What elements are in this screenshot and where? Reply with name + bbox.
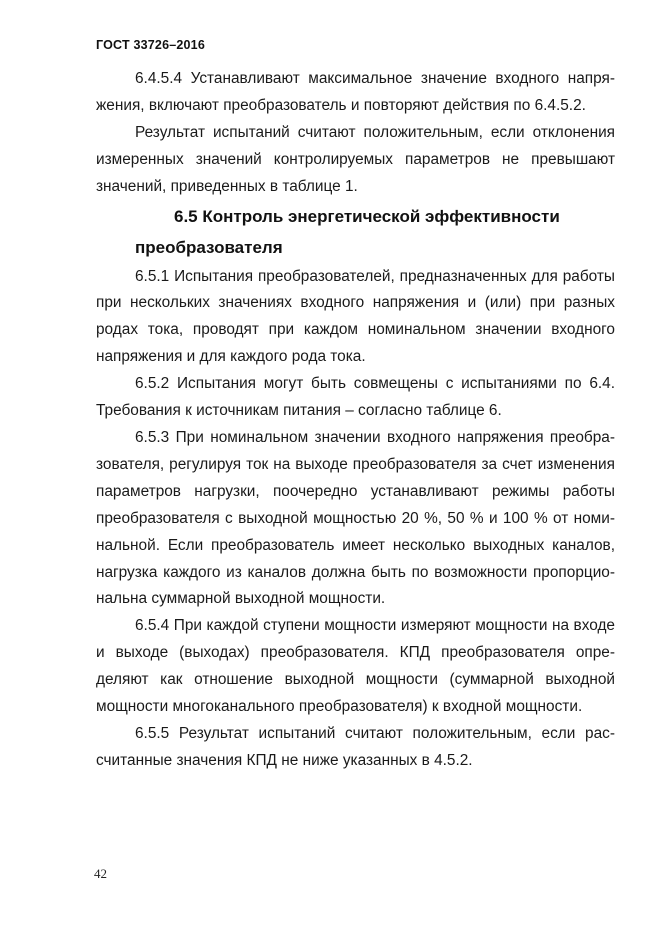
paragraph-6-4-5-4: 6.4.5.4 Устанавливают максимальное значение входного напряжения, включают преобразователь и повторяют действия по 6.4.5.2. bbox=[96, 70, 615, 114]
paragraph-6-5-5: 6.5.5 Результат испытаний считают положительным, если рассчитанные значения КПД не ниже указанных в 4.5.2. bbox=[96, 724, 615, 769]
section-heading-6-5: 6.5 Контроль энергетической эффективности преобразователя bbox=[135, 206, 560, 257]
document-body bbox=[96, 66, 615, 775]
document-header: ГОСТ 33726–2016 bbox=[96, 38, 205, 52]
paragraph-6-5-1: 6.5.1 Испытания преобразователей, предназначенных для работы при нескольких значениях входного напряжения и (или) при разных родах тока, проводят при каждом номинальном значении входного напряжения и для каждого рода тока. bbox=[96, 267, 615, 366]
page-number: 42 bbox=[94, 866, 107, 881]
paragraph-6-5-4: 6.5.4 При каждой ступени мощности измеряют мощности на входе и выходе (выходах) преобразователя. КПД преобразователя определяют как отношение выходной мощности (суммарной выходной мощности многоканального преобразователя) к входной мощности. bbox=[96, 617, 615, 716]
paragraph-6-5-3: 6.5.3 При номинальном значении входного напряжения преобразователя, регулируя ток на выходе преобразователя за счет изменения параметров нагрузки, поочередно устанавливают режимы работы преобразователя с выходной мощностью 20 %, 50 % и 100 % от номинальной. Если преобразователь имеет несколько выходных каналов, нагрузка каждого из каналов должна быть по возможности пропорциональна суммарной выходной мощности. bbox=[96, 428, 615, 608]
paragraph-result-6-4: Результат испытаний считают положительным, если отклонения измеренных значений контролируемых параметров не превышают значений, приведенных в таблице 1. bbox=[96, 123, 615, 195]
paragraph-6-5-2: 6.5.2 Испытания могут быть совмещены с испытаниями по 6.4. Требования к источникам питания – согласно таблице 6. bbox=[96, 375, 615, 420]
